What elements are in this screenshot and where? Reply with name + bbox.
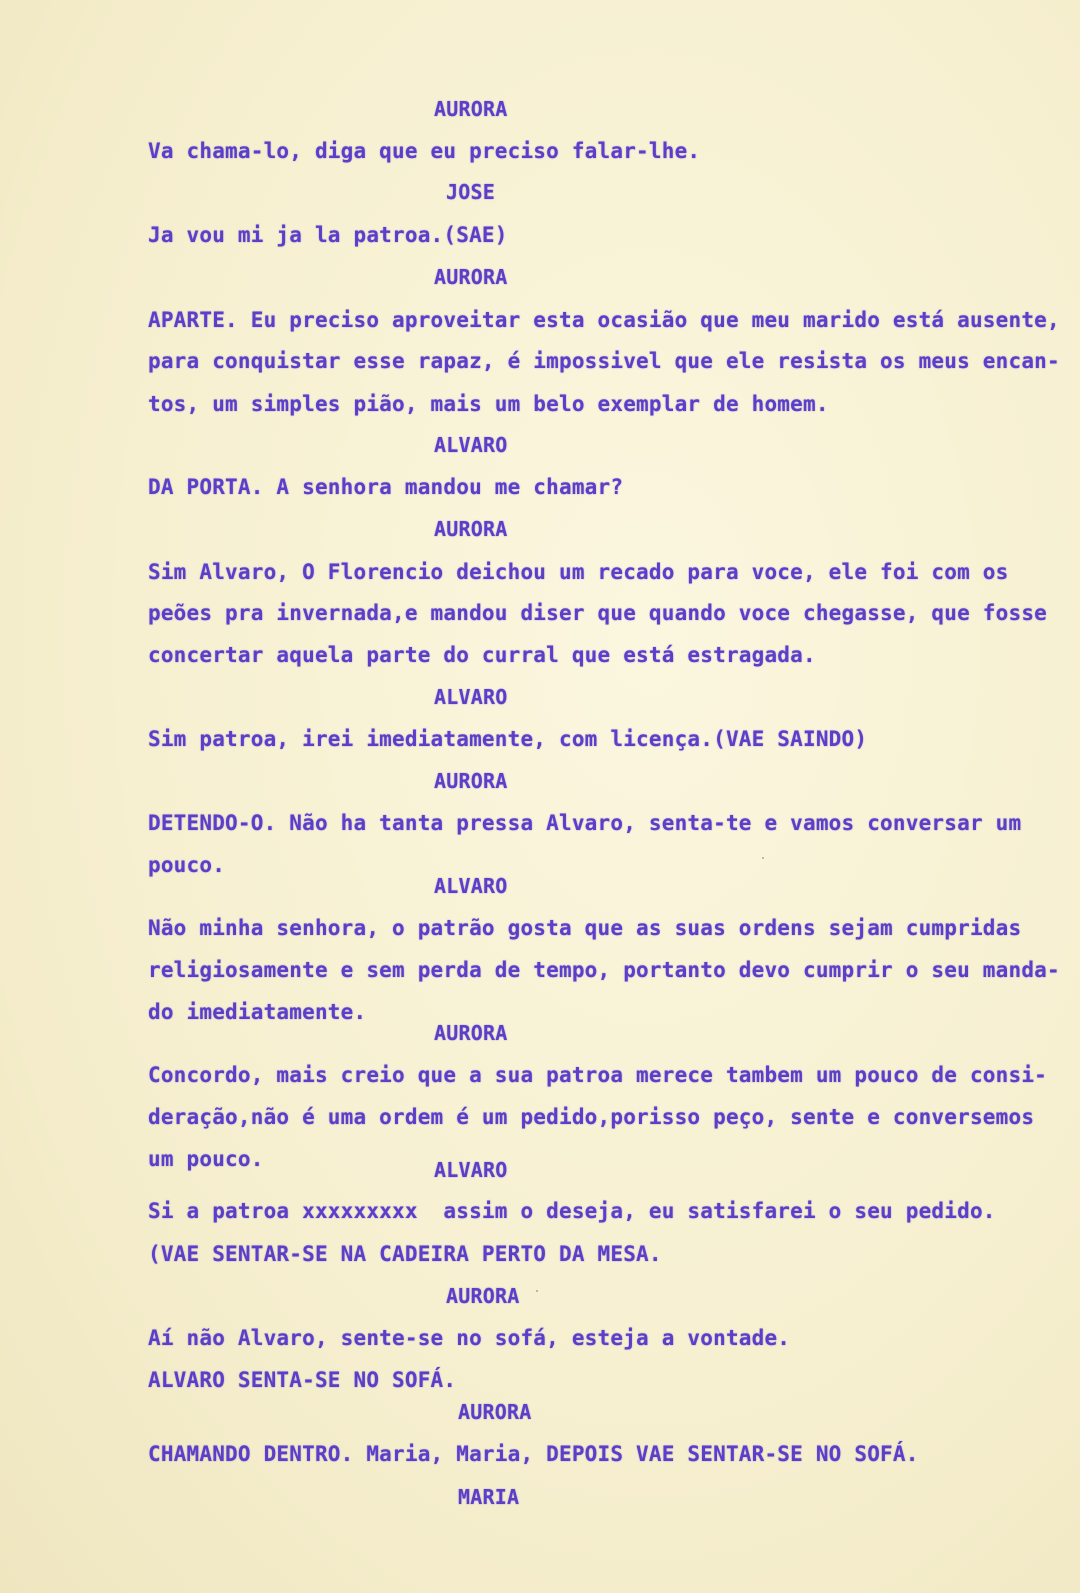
dialogue-line: Concordo, mais creio que a sua patroa merece tambem um pouco de consi- [148, 1063, 1048, 1087]
dialogue-line: (VAE SENTAR-SE NA CADEIRA PERTO DA MESA. [148, 1242, 662, 1266]
dialogue-line: Va chama-lo, diga que eu preciso falar-lhe. [148, 139, 701, 163]
dialogue-line: Aí não Alvaro, sente-se no sofá, esteja a vontade. [148, 1326, 791, 1350]
dialogue-line: para conquistar esse rapaz, é impossivel que ele resista os meus encan- [148, 349, 1060, 373]
speaker-name: ALVARO [434, 874, 508, 898]
paper-speck [762, 857, 764, 859]
speaker-name: ALVARO [434, 685, 508, 709]
dialogue-line: religiosamente e sem perda de tempo, portanto devo cumprir o seu manda- [148, 958, 1060, 982]
dialogue-line: Sim Alvaro, O Florencio deichou um recado para voce, ele foi com os [148, 560, 1009, 584]
speaker-name: AURORA [458, 1400, 532, 1424]
dialogue-line: deração,não é uma ordem é um pedido,porisso peço, sente e conversemos [148, 1105, 1035, 1129]
speaker-name: ALVARO [434, 1158, 508, 1182]
speaker-name: AURORA [434, 265, 508, 289]
speaker-name: AURORA [434, 1021, 508, 1045]
dialogue-line: peões pra invernada,e mandou diser que quando voce chegasse, que fosse [148, 601, 1048, 625]
speaker-name: JOSE [446, 180, 495, 204]
speaker-name: AURORA [434, 517, 508, 541]
dialogue-line: Sim patroa, irei imediatamente, com licença.(VAE SAINDO) [148, 727, 868, 751]
dialogue-line: APARTE. Eu preciso aproveitar esta ocasião que meu marido está ausente, [148, 308, 1060, 332]
speaker-name: AURORA [434, 769, 508, 793]
dialogue-line: pouco. [148, 853, 226, 877]
dialogue-line: tos, um simples pião, mais um belo exemplar de homem. [148, 392, 829, 416]
speaker-name: AURORA [446, 1284, 520, 1308]
paper-speck [536, 1290, 538, 1292]
dialogue-line: Si a patroa xxxxxxxxx assim o deseja, eu satisfarei o seu pedido. [148, 1199, 996, 1223]
dialogue-line: do imediatamente. [148, 1000, 367, 1024]
dialogue-line: Não minha senhora, o patrão gosta que as suas ordens sejam cumpridas [148, 916, 1022, 940]
speaker-name: ALVARO [434, 433, 508, 457]
dialogue-line: ALVARO SENTA-SE NO SOFÁ. [148, 1368, 457, 1392]
dialogue-line: Ja vou mi ja la patroa.(SAE) [148, 223, 508, 247]
dialogue-line: concertar aquela parte do curral que está estragada. [148, 643, 816, 667]
speaker-name: AURORA [434, 97, 508, 121]
dialogue-line: um pouco. [148, 1147, 264, 1171]
dialogue-line: CHAMANDO DENTRO. Maria, Maria, DEPOIS VAE SENTAR-SE NO SOFÁ. [148, 1442, 919, 1466]
dialogue-line: DA PORTA. A senhora mandou me chamar? [148, 475, 624, 499]
dialogue-line: DETENDO-O. Não ha tanta pressa Alvaro, senta-te e vamos conversar um [148, 811, 1022, 835]
speaker-name: MARIA [458, 1485, 520, 1509]
